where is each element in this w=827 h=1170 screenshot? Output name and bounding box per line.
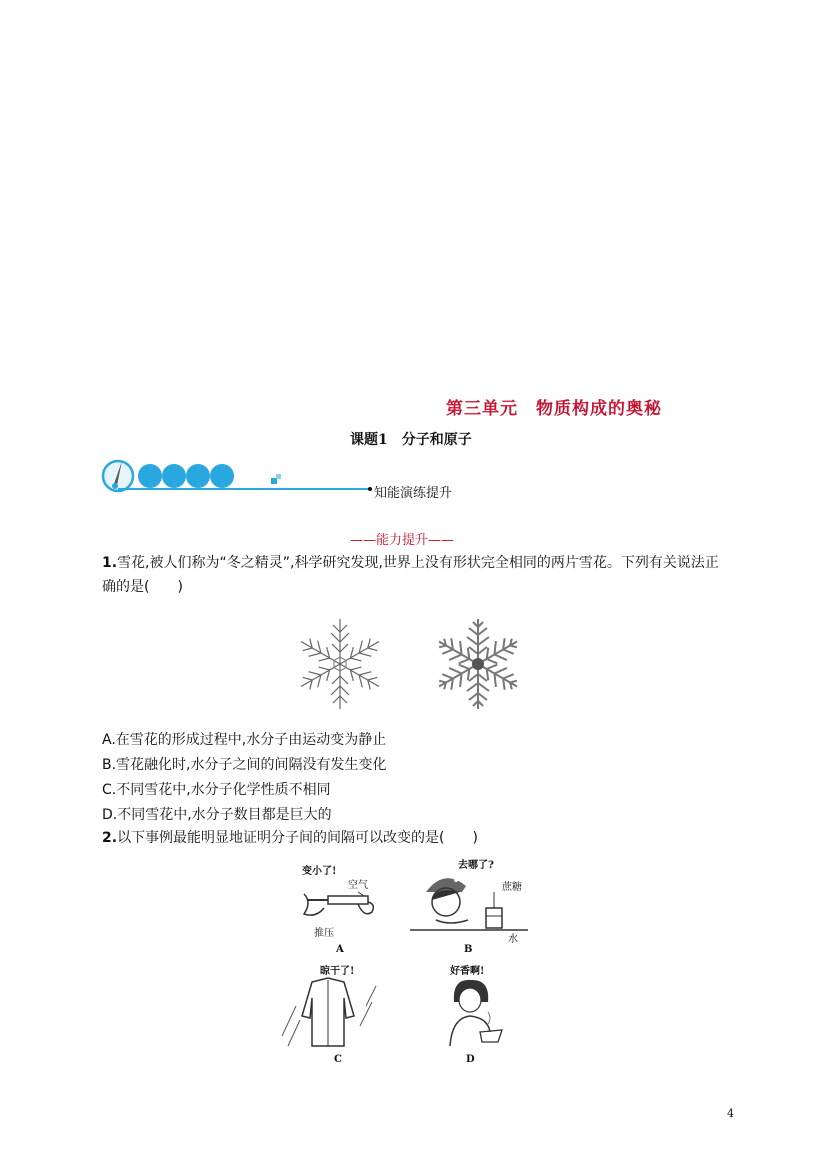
q1-option-b: B.雪花融化时,水分子之间的间隔没有发生变化 (102, 757, 387, 773)
page-number: 4 (727, 1107, 734, 1120)
figure-a-caption: 变小了! (302, 866, 337, 877)
lesson-title: 课题1 分子和原子 (350, 432, 472, 448)
figure-b-caption: 去哪了? (458, 860, 494, 871)
syringe-icon (298, 888, 388, 928)
figure-c-caption: 晾干了! (320, 966, 355, 977)
figure-d (432, 962, 512, 1068)
banner-dot-4 (210, 464, 234, 488)
question-2-number: 2. (102, 830, 118, 846)
snowflake-2 (434, 619, 523, 709)
question-1-text: 雪花,被人们称为“冬之精灵”,科学研究发现,世界上没有形状完全相同的两片雪花。下列有关说法正确的是( ) (102, 555, 719, 595)
figure-b-label-water: 水 (508, 934, 518, 945)
figure-b (410, 856, 528, 958)
figure-d-caption: 好香啊! (450, 966, 485, 977)
figure-c (274, 962, 384, 1068)
girl-with-beaker-icon (410, 870, 528, 936)
banner-dot-3 (186, 464, 210, 488)
figure-a-label-air: 空气 (348, 880, 368, 891)
section-title: ——能力提升—— (350, 533, 455, 548)
question-1-number: 1. (102, 555, 118, 571)
figure-a (298, 862, 388, 958)
figure-a-letter: A (336, 944, 344, 955)
q1-option-a: A.在雪花的形成过程中,水分子由运动变为静止 (102, 732, 387, 748)
figure-c-letter: C (334, 1054, 342, 1065)
q1-option-c: C.不同雪花中,水分子化学性质不相同 (102, 782, 331, 798)
q1-option-d: D.不同雪花中,水分子数目都是巨大的 (102, 807, 332, 823)
figure-b-label-sugar: 蔗糖 (502, 882, 522, 893)
question-1 (102, 551, 728, 599)
shirt-icon (274, 976, 384, 1052)
unit-title: 第三单元 物质构成的奥秘 (446, 399, 662, 419)
banner-dot-1 (138, 464, 162, 488)
snowflake-images (293, 615, 533, 713)
question-2-text: 以下事例最能明显地证明分子间的间隔可以改变的是( ) (117, 830, 478, 846)
girl-smelling-icon (432, 976, 512, 1052)
banner-dot-2 (162, 464, 186, 488)
figure-a-label-push: 推压 (314, 928, 334, 939)
figure-d-letter: D (466, 1054, 475, 1065)
banner-label: 知能演练提升 (374, 486, 453, 501)
figure-b-letter: B (464, 944, 473, 955)
question-2 (102, 826, 728, 850)
snowflake-1 (297, 619, 384, 709)
